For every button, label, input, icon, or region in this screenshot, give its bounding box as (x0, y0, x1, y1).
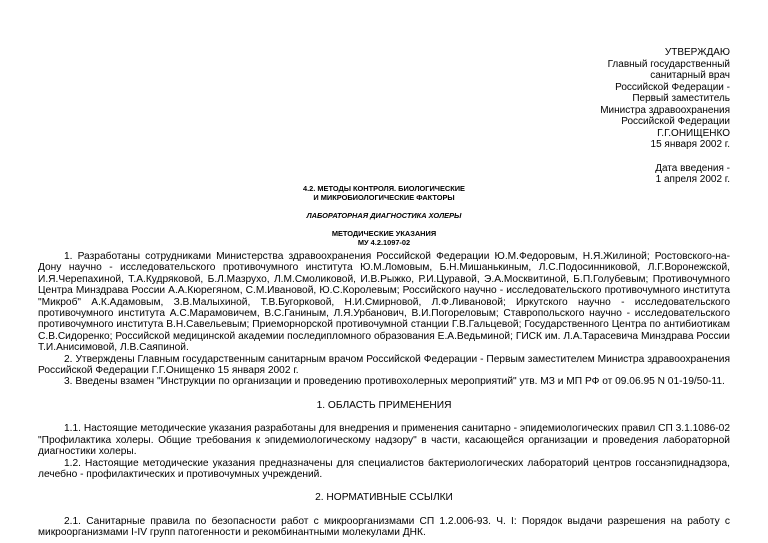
approval-line: Российской Федерации - (615, 81, 730, 93)
section-heading: 2. НОРМАТИВНЫЕ ССЫЛКИ (315, 492, 453, 504)
doc-number: МУ 4.2.1097-02 (357, 238, 411, 247)
intro-date: 1 апреля 2002 г. (655, 174, 730, 185)
approval-line: Первый заместитель (632, 93, 730, 104)
approval-block (600, 47, 730, 186)
section-paragraph: 1.2. Настоящие методические указания предназначены для специалистов бактериологических лабораторий центров госсанэпиднадзора, лечебно - профилактических и противочумных учреждений. (38, 457, 730, 480)
section-heading: 1. ОБЛАСТЬ ПРИМЕНЕНИЯ (316, 399, 452, 411)
approval-line: Г.Г.ОНИЩЕНКО (657, 127, 730, 139)
section-title: 4.2. МЕТОДЫ КОНТРОЛЯ. БИОЛОГИЧЕСКИЕ (303, 184, 465, 193)
section-paragraph: 2.1. Санитарные правила по безопасности работ с микроорганизмами СП 1.2.006-93. Ч. I: Порядок выдачи разрешения на работу с микроорганизмами I-IV групп патогенности и рекомбинантными молекулами ДНК. (38, 515, 730, 539)
section-title-cont: И МИКРОБИОЛОГИЧЕСКИЕ ФАКТОРЫ (313, 193, 455, 202)
preamble-paragraph: 3. Введены взамен "Инструкции по организации и проведению противохолерных мероприятий" утв. МЗ и МП РФ от 09.06.95 N 01-19/50-11. (64, 376, 725, 388)
document-body (38, 251, 730, 539)
approval-line: Главный государственный (607, 58, 730, 70)
approval-line: Министра здравоохранения (600, 104, 730, 116)
approval-date: 15 января 2002 г. (650, 139, 730, 150)
approval-line: УТВЕРЖДАЮ (664, 47, 730, 58)
section-paragraph: 1.1. Настоящие методические указания разработаны для внедрения и применения санитарно - эпидемиологических правил СП 3.1.1086-02 "Профилактика холеры. Общие требования к эпидемиологическому надзору" в части, касающейся организации и проведения лабораторной диагностики холеры. (38, 423, 730, 458)
approval-line: Российской Федерации (621, 116, 730, 127)
preamble-paragraph: 2. Утверждены Главным государственным санитарным врачом Российской Федерации - Первым заместителем Министра здравоохранения Российской Федерации Г.Г.Онищенко 15 января 2002 г. (38, 353, 730, 377)
doc-type-title: МЕТОДИЧЕСКИЕ УКАЗАНИЯ (331, 229, 437, 238)
preamble-paragraph: 1. Разработаны сотрудниками Министерства здравоохранения Российской Федерации Ю.М.Федоровым, Н.Я.Жилиной; Ростовского-на-Дону научно - исследовательского противочумного института Ю.М.Ломовым, Б.Н.Мишанькиным, Л.С.Подосинниковой, Л.Г.Воронежской, И.Я.Черепахиной, Т.А.Кудряковой, Б.Л.Мазрухо, Л.М.Смоликовой, И.В.Рыжко, Р.И.Цуравой, Э.А.Москвитиной, Б.П.Голубевым; Противочумного Центра Минздрава России А.А.Кюрегяном, С.М.Ивановой, Ю.С.Королевым; Российского научно - исследовательского противочумного института "Микроб" А.К.Адамовым, З.В.Малыхиной, Т.В.Бугорковой, Н.И.Смирновой, Л.Ф.Ливановой; Иркутского научно - исследовательского противочумного института А.С.Марамовичем, В.С.Ганиным, Л.Я.Урбанович, В.И.Погореловым; Ставропольского научно - исследовательского противочумного института В.Н.Савельевым; Приеморнорской противочумной станции Г.В.Гальцевой; Государственного Центра по антибиотикам С.В.Сидоренко; Российской медицинской академии последипломного образования Е.А.Ведьминой; ГИСК им. Л.А.Тарасевича Минздрава России Т.И.Анисимовой, Л.В.Саяпиной. (38, 251, 730, 354)
subject-title: ЛАБОРАТОРНАЯ ДИАГНОСТИКА ХОЛЕРЫ (306, 211, 462, 220)
intro-date-label: Дата введения - (655, 162, 730, 174)
approval-line: санитарный врач (650, 70, 730, 81)
document-titles (0, 184, 768, 247)
